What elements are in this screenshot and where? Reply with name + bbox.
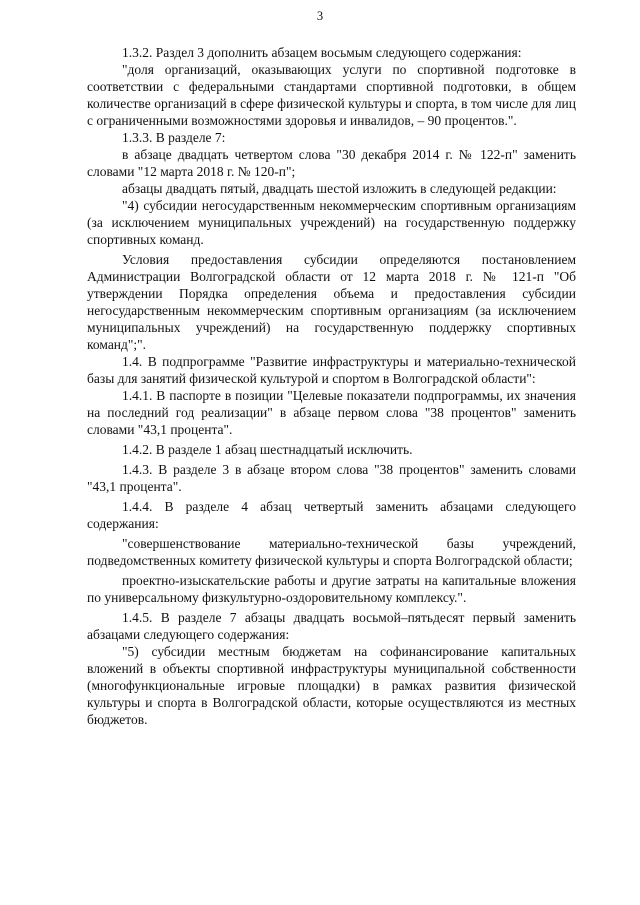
- paragraph: 1.4.5. В разделе 7 абзацы двадцать восьмой–пятьдесят первый заменить абзацами следующего содержания:: [87, 610, 576, 642]
- paragraph: 1.4.1. В паспорте в позиции "Целевые показатели подпрограммы, их значения на последний год реализации" в абзаце первом слова "38 процентов" заменить словами "43,1 процента".: [87, 388, 576, 437]
- paragraph: абзацы двадцать пятый, двадцать шестой изложить в следующей редакции:: [122, 181, 557, 196]
- paragraph: "совершенствование материально-технической базы учреждений, подведомственных комитету физической культуры и спорта Волгоградской области;: [87, 536, 576, 568]
- document-body: [87, 44, 576, 728]
- paragraph: 1.3.3. В разделе 7:: [122, 130, 226, 145]
- paragraph: "5) субсидии местным бюджетам на софинансирование капитальных вложений в объекты спортивной инфраструктуры муниципальной собственности (многофункциональные игровые площадки) в рамках развития физической культуры и спорта в Волгоградской области, которые осуществляются из местных бюджетов.: [87, 644, 576, 727]
- paragraph: "доля организаций, оказывающих услуги по спортивной подготовке в соответствии с федеральными стандартами спортивной подготовки, в общем количестве организаций в сфере физической культуры и спорта, в том числе для лиц с ограниченными возможностями здоровья и инвалидов, – 90 процентов.".: [87, 62, 576, 128]
- paragraph: 1.4. В подпрограмме "Развитие инфраструктуры и материально-технической базы для занятий физической культурой и спортом в Волгоградской области":: [87, 354, 576, 386]
- paragraph: 1.4.2. В разделе 1 абзац шестнадцатый исключить.: [122, 442, 413, 457]
- paragraph: проектно-изыскательские работы и другие затраты на капитальные вложения по универсальному физкультурно-оздоровительному комплексу.".: [87, 573, 576, 605]
- paragraph: 1.4.4. В разделе 4 абзац четвертый заменить абзацами следующего содержания:: [87, 499, 576, 531]
- paragraph: "4) субсидии негосударственным некоммерческим спортивным организациям (за исключением муниципальных учреждений) на государственную поддержку спортивных команд.: [87, 198, 576, 247]
- paragraph: 1.3.2. Раздел 3 дополнить абзацем восьмым следующего содержания:: [122, 45, 522, 60]
- paragraph: в абзаце двадцать четвертом слова "30 декабря 2014 г. № 122-п" заменить словами "12 марта 2018 г. № 120-п";: [87, 147, 576, 179]
- page-number: 3: [316, 9, 324, 23]
- paragraph: Условия предоставления субсидии определяются постановлением Администрации Волгоградской области от 12 марта 2018 г. № 121-п "Об утверждении Порядка определения объема и предоставления субсидии негосударственным некоммерческим спортивным организациям (за исключением муниципальных учреждений) на государственную поддержку спортивных команд";".: [87, 252, 576, 352]
- paragraph: 1.4.3. В разделе 3 в абзаце втором слова "38 процентов" заменить словами "43,1 процента".: [87, 462, 576, 494]
